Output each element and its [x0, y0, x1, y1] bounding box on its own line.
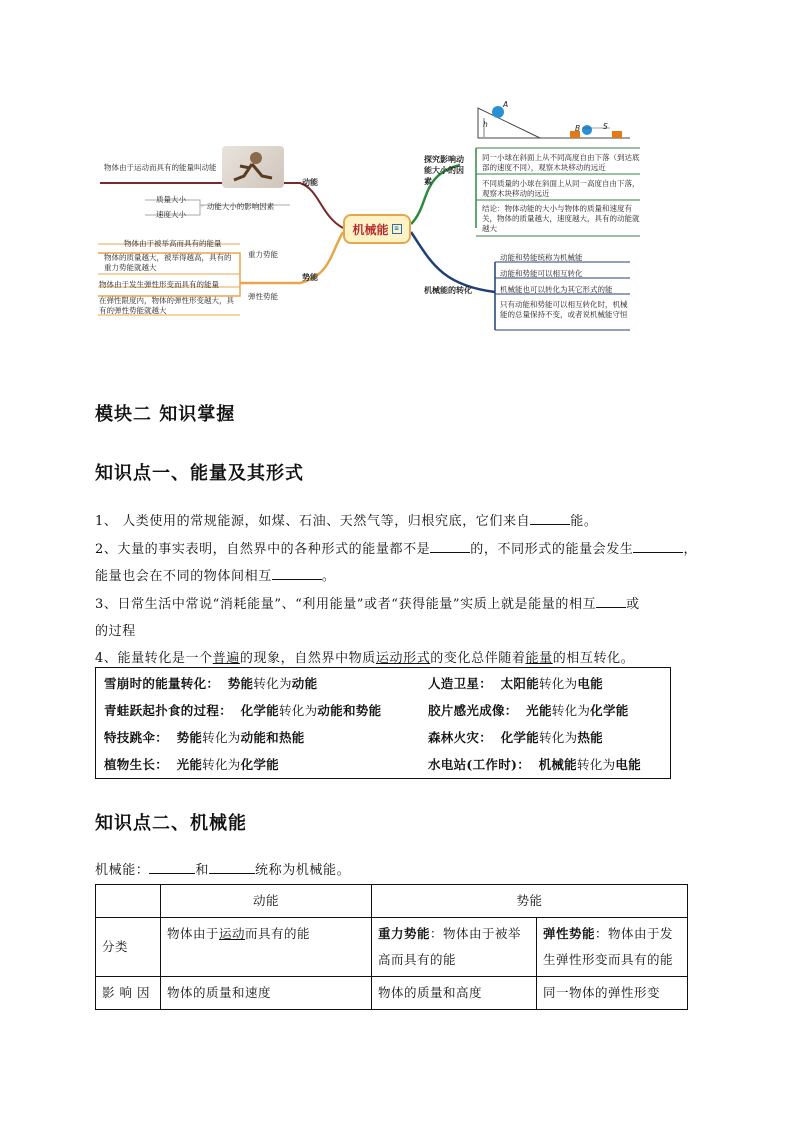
q2b-text-b: 。	[321, 569, 336, 584]
q3-text-a: 3、日常生活中常说“消耗能量”、“利用能量”或者“获得能量”实质上就是能量的相互	[95, 597, 597, 612]
running-figure-icon	[222, 146, 284, 188]
conversion-item-2: 动能和势能可以相互转化	[500, 269, 583, 278]
experiment-item-2: 不同质量的小球在斜面上从同一高度自由下落，观察木块移动的远近	[482, 179, 640, 198]
q2-text-b: 的，不同形式的能量会发生	[470, 542, 634, 557]
question-3b: 的过程	[95, 624, 136, 639]
q3-text-b: 或	[626, 597, 640, 612]
q1-blank[interactable]	[530, 512, 570, 525]
table-row	[96, 977, 688, 1010]
me-blank-1[interactable]	[149, 861, 195, 874]
mind-map	[0, 0, 794, 345]
q2-blank-1[interactable]	[430, 540, 470, 553]
center-node	[343, 214, 411, 244]
question-2a	[95, 538, 697, 557]
gravity-item-1: 物体由于被举高而具有的能量	[124, 239, 222, 248]
note-icon: ≡	[392, 224, 402, 234]
q4-text-c: 的变化总伴随着	[430, 651, 526, 666]
energy-conversion-box	[95, 667, 671, 779]
mechanical-energy-table	[95, 884, 688, 1010]
conversion-item-1: 动能和势能统称为机械能	[500, 253, 583, 262]
info-icon: ◦	[200, 202, 207, 211]
me-text-a: 机械能：	[95, 863, 150, 878]
q4-text-a: 4、能量转化是一个	[95, 651, 213, 666]
conversion-item-4: 只有动能和势能可以相互转化时，机械能的总量保持不变，或者说机械能守恒	[500, 300, 628, 319]
table-header-kinetic: 动能	[161, 885, 372, 918]
experiment-item-3: 结论：物体动能的大小与物体的质量和速度有关，物体的质量越大，速度越大，具有的动能就越大	[482, 204, 640, 233]
table-header-potential: 势能	[372, 885, 688, 918]
elastic-item-2: 在弹性限度内，物体的弹性形变越大，具有的弹性势能就越大	[99, 296, 234, 315]
energy-cell-frog: 青蛙跃起扑食的过程： 化学能转化为动能和势能	[104, 703, 382, 718]
q4-underline-3: 能量	[525, 651, 553, 666]
table-row-label-factor: 影 响 因	[96, 977, 161, 1010]
block-moved	[612, 131, 622, 138]
kinetic-factor-label: 动能大小的影响因素	[206, 202, 275, 211]
table-header-row	[96, 885, 688, 918]
q3-blank[interactable]	[596, 595, 626, 608]
question-1	[95, 510, 597, 529]
kinetic-definition: 物体由于运动而具有的能量叫动能	[104, 163, 217, 172]
ball-b	[582, 125, 592, 135]
table-row	[96, 918, 688, 977]
branch-elastic-potential: 弹性势能	[248, 292, 278, 301]
q2-blank-3[interactable]	[272, 567, 322, 580]
q4-underline-2: 运动形式	[375, 651, 431, 666]
table-cell-gravity-factor: 物体的质量和高度	[372, 977, 537, 1010]
table-cell-elastic-def: 弹性势能：物体由于发生弹性形变而具有的能	[537, 918, 688, 977]
q4-underline-1: 普遍	[212, 651, 240, 666]
branch-kinetic: 动能	[302, 178, 318, 187]
question-4	[95, 647, 634, 666]
center-label: 机械能	[352, 222, 389, 237]
me-text-b: 和	[195, 863, 210, 878]
diagram-label-h: h	[483, 120, 488, 129]
diagram-label-b: B	[575, 124, 581, 133]
experiment-item-1: 同一小球在斜面上从不同高度自由下落（到达底部的速度不同），观察木块移动的远近	[482, 153, 640, 172]
q4-text-d: 的相互转化。	[552, 651, 635, 666]
me-text-c: 统称为机械能。	[255, 863, 351, 878]
q2-text-c: ，	[683, 542, 698, 557]
table-cell-gravity-def: 重力势能：物体由于被举高而具有的能	[372, 918, 537, 977]
energy-cell-hydropower: 水电站(工作时)： 机械能转化为电能	[428, 757, 641, 772]
energy-cell-satellite: 人造卫星： 太阳能转化为电能	[428, 676, 603, 691]
diagram-label-a: A	[503, 100, 509, 109]
q1-text-a: 1、 人类使用的常规能源，如煤、石油、天然气等，归根究底，它们来自	[95, 514, 531, 529]
energy-cell-plant: 植物生长： 光能转化为化学能	[104, 757, 279, 772]
question-2b	[95, 565, 335, 584]
kinetic-factor-speed: 速度大小	[156, 210, 186, 219]
energy-cell-forest-fire: 森林火灾： 化学能转化为热能	[428, 730, 603, 745]
q2-text-a: 2、大量的事实表明，自然界中的各种形式的能量都不是	[95, 542, 431, 557]
runner-illustration	[222, 146, 284, 188]
kinetic-factor-mass: 质量大小	[156, 195, 186, 204]
q1-text-b: 能。	[570, 514, 598, 529]
branch-potential: 势能	[302, 273, 318, 282]
branch-conversion: 机械能的转化	[424, 286, 472, 295]
q2b-text-a: 能量也会在不同的物体间相互	[95, 569, 272, 584]
table-cell-kinetic-def: 物体由于运动而具有的能	[161, 918, 372, 977]
energy-cell-parachute: 特技跳伞： 势能转化为动能和热能	[104, 730, 305, 745]
gravity-item-2: 物体的质量越大，被举得越高，具有的重力势能就越大	[104, 253, 232, 272]
elastic-item-1: 物体由于发生弹性形变而具有的能量	[99, 280, 219, 289]
diagram-label-s: S	[603, 122, 608, 131]
q4-text-b: 的现象，自然界中物质	[239, 651, 376, 666]
q2-blank-2[interactable]	[633, 540, 683, 553]
energy-cell-film: 胶片感光成像： 光能转化为化学能	[428, 703, 629, 718]
module-title: 模块二 知识掌握	[95, 404, 236, 425]
kinetic-factor-title	[200, 202, 274, 212]
conversion-item-3: 机械能也可以转化为其它形式的能	[500, 285, 613, 294]
kp1-title: 知识点一、能量及其形式	[95, 463, 304, 484]
mechanical-energy-line	[95, 859, 350, 878]
table-cell-elastic-factor: 同一物体的弹性形变	[537, 977, 688, 1010]
me-blank-2[interactable]	[209, 861, 255, 874]
branch-experiment: 探究影响动能大小的因素	[424, 155, 464, 186]
table-corner	[96, 885, 161, 918]
table-cell-kinetic-factor: 物体的质量和速度	[161, 977, 372, 1010]
branch-gravity-potential: 重力势能	[248, 250, 278, 259]
table-row-label-category: 分类	[96, 918, 161, 977]
energy-cell-avalanche: 雪崩时的能量转化： 势能转化为动能	[104, 676, 318, 691]
question-3a	[95, 593, 640, 612]
kp2-title: 知识点二、机械能	[95, 813, 247, 834]
